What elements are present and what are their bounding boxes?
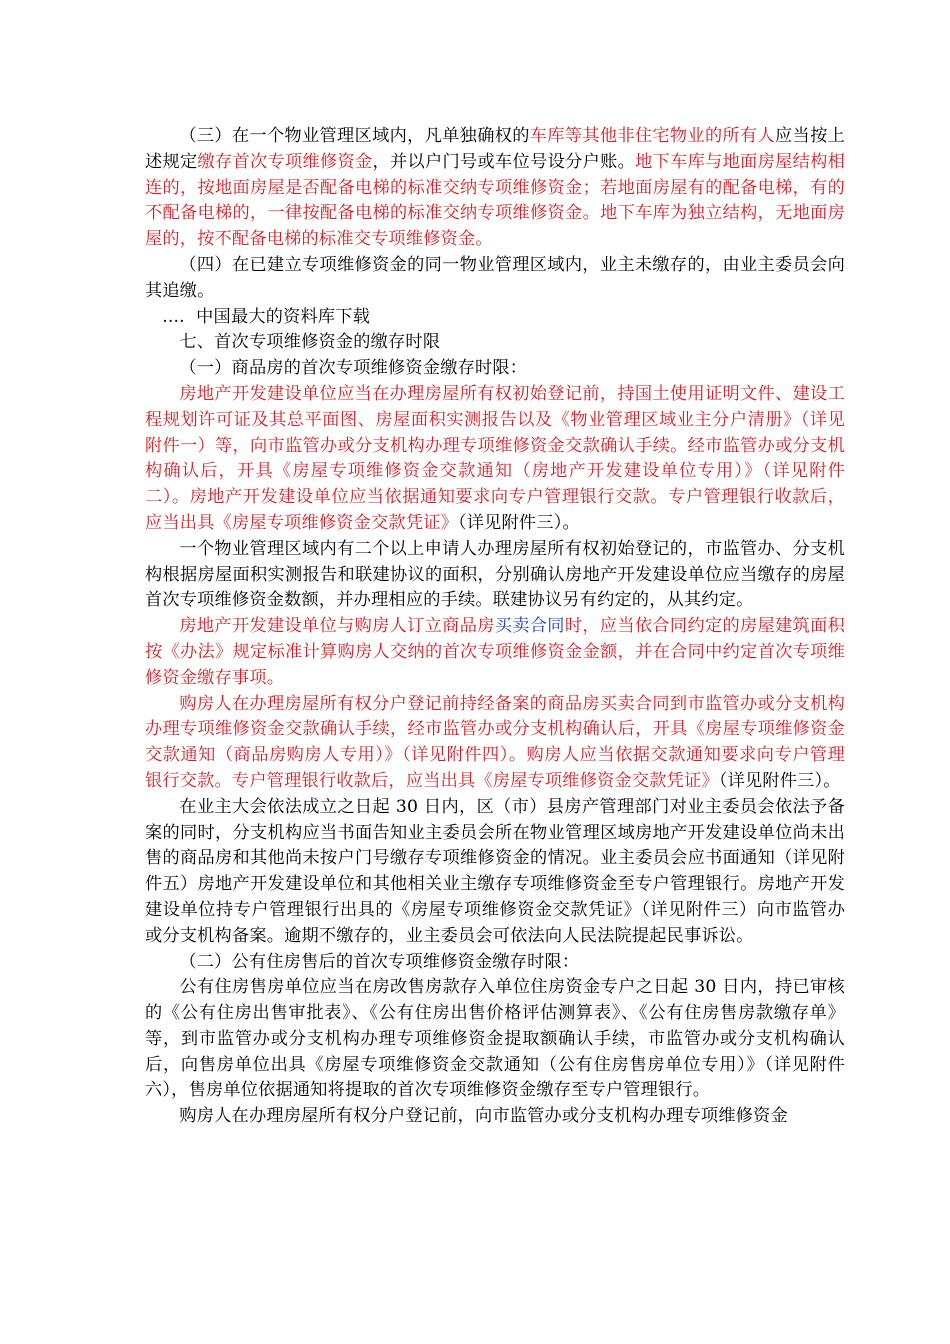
text-segment: （二）公有住房售后的首次专项维修资金缴存时限： xyxy=(179,951,580,972)
text-segment-highlight: 房地产开发建设单位应当在办理房屋所有权初始登记前，持国土使用证明文件、建设工程规划许可证及其总平面图、房屋面积实测报告以及《物业管理区域业主分户清册》（详见附件一）等，向市监管办或分支机构办理专项维修资金交款确认手续。经市监管办或分支机构确认后，开具《房屋专项维修资金交款通知（房地产开发建设单位专用）》（详见附件二）。房地产开发建设单位应当依据通知要求向专户管理银行交款。专户管理银行收款后，应当出具《房屋专项维修资金交款凭证》 xyxy=(145,383,845,533)
text-segment-highlight: 地下车库与地面房屋结构相连的，按地面房屋是否配备电梯的标准交纳专项维修资金；若地面房屋有的配备电梯，有的不配备电梯的，一律按配备电梯的标准交纳专项维修资金。地下车库为独立结构，无地面房屋的，按不配备电梯的标准交专项维修资金。 xyxy=(145,151,845,250)
text-segment: （一）商品房的首次专项维修资金缴存时限： xyxy=(179,358,528,379)
text-segment-highlight: 缴存首次专项维修资金 xyxy=(197,151,373,172)
paragraph-8 xyxy=(145,614,845,691)
text-segment: （详见附件三）。 xyxy=(457,512,580,533)
paragraph-10 xyxy=(145,795,845,950)
subsection-heading-1 xyxy=(145,356,845,382)
paragraph-6 xyxy=(145,382,845,537)
text-segment-highlight: 购房人在办理房屋所有权分户登记前持经备案的商品房买卖合同到市监管办或分支机构办理专项维修资金交款确认手续，经市监管办或分支机构确认后，开具《房屋专项维修资金交款通知（商品房购房人专用）》（详见附件四）。购房人应当依据交款通知要求向专户管理银行交款。专户管理银行收款后，应当出具《房屋专项维修资金交款凭证》 xyxy=(145,693,845,791)
text-segment: （三）在一个物业管理区域内，凡单独确权的 xyxy=(179,126,530,146)
text-segment: ，并以户门号或车位号设分户账。 xyxy=(372,151,636,172)
text-segment-highlight: 时，应当依合同约定的房屋建筑面积按《办法》规定标准计算购房人交纳的首次专项维修资金金额，并在合同中约定首次专项维修资金缴存事项。 xyxy=(145,616,845,688)
text-segment: .... 中国最大的资料库下载 xyxy=(162,306,371,327)
text-segment: 在业主大会依法成立之日起 30 日内，区（市）县房产管理部门对业主委员会依法予备案的同时，分支机构应当书面告知业主委员会所在物业管理区域房地产开发建设单位尚未出售的商品房和其他尚未按户门号缴存专项维修资金的情况。业主委员会应书面通知（详见附件五）房地产开发建设单位和其他相关业主缴存专项维修资金至专户管理银行。房地产开发建设单位持专户管理银行出具的《房屋专项维修资金交款凭证》（详见附件三）向市监管办或分支机构备案。逾期不缴存的，业主委员会可依法向人民法院提起民事诉讼。 xyxy=(145,796,845,946)
subsection-heading-2 xyxy=(145,950,845,976)
text-segment: （四）在已建立专项维修资金的同一物业管理区域内，业主未缴存的，由业主委员会向其追缴。 xyxy=(145,254,845,301)
paragraph-9 xyxy=(145,692,845,795)
document-page xyxy=(145,124,845,1130)
text-segment: 购房人在办理房屋所有权分户登记前，向市监管办或分支机构办理专项维修资金 xyxy=(179,1106,788,1127)
text-segment-highlight: 房地产开发建设单位与购房人订立商品房 xyxy=(179,616,495,637)
paragraph-1 xyxy=(145,124,845,253)
section-heading-7 xyxy=(145,330,845,356)
paragraph-3 xyxy=(145,305,845,331)
text-segment: 七、首次专项维修资金的缴存时限 xyxy=(179,332,441,353)
paragraph-12 xyxy=(145,975,845,1104)
paragraph-13 xyxy=(145,1104,845,1130)
text-segment: 应当按上述规定 xyxy=(145,126,845,172)
paragraph-7 xyxy=(145,537,845,614)
text-segment: 一个物业管理区域内有二个以上申请人办理房屋所有权初始登记的，市监管办、分支机构根据房屋面积实测报告和联建协议的面积，分别确认房地产开发建设单位应当缴存的房屋首次专项维修资金数额，并办理相应的手续。联建协议另有约定的，从其约定。 xyxy=(145,538,845,611)
text-segment: （详见附件三）。 xyxy=(718,770,841,791)
text-segment-highlight: 车库等其他非住宅物业的所有人 xyxy=(529,126,776,146)
contract-link[interactable]: 买卖合同 xyxy=(494,616,565,637)
paragraph-2 xyxy=(145,253,845,305)
text-segment: 公有住房售房单位应当在房改售房款存入单位住房资金专户之日起 30 日内，持已审核的《公有住房出售审批表》、《公有住房出售价格评估测算表》、《公有住房售房款缴存单》等，到市监管办或分支机构办理专项维修资金提取额确认手续，市监管办或分支机构确认后，向售房单位出具《房屋专项维修资金交款通知（公有住房售房单位专用）》（详见附件六），售房单位依据通知将提取的首次专项维修资金缴存至专户管理银行。 xyxy=(145,977,845,1101)
